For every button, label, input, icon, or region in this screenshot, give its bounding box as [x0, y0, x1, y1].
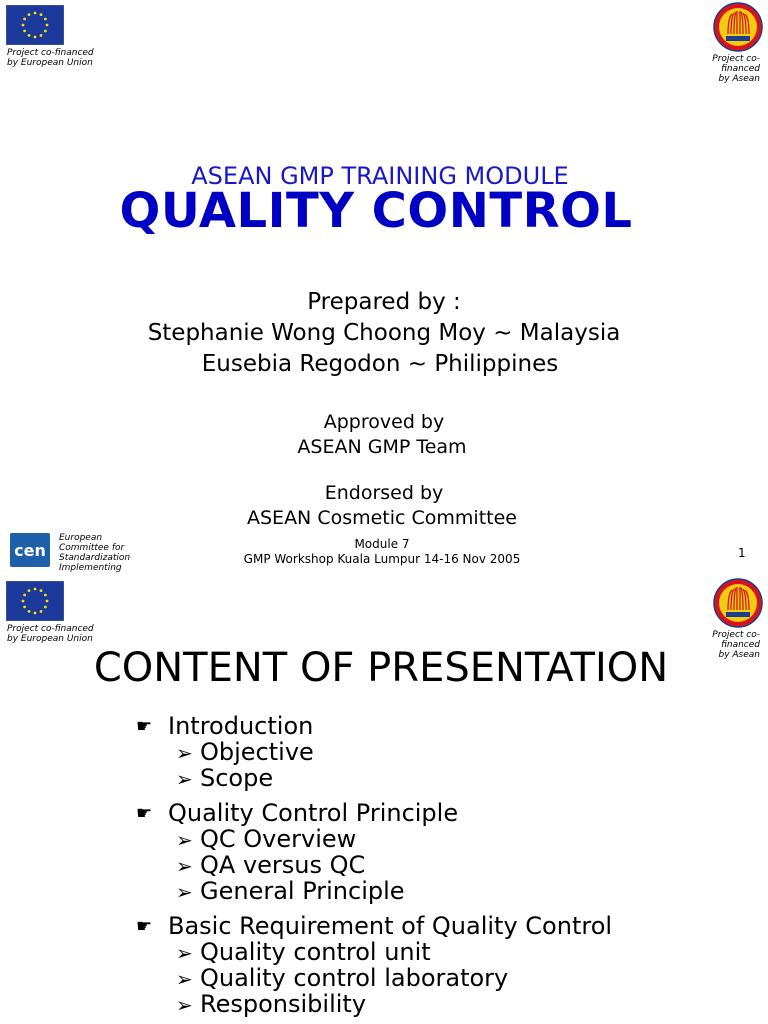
list-subitem — [176, 739, 314, 766]
subitem-label: Quality control laboratory — [200, 964, 509, 992]
footer-workshop: GMP Workshop Kuala Lumpur 14-16 Nov 2005 — [243, 552, 521, 566]
asean-caption-line: by Asean — [718, 74, 760, 84]
subitem-label: Responsibility — [200, 990, 367, 1018]
author-2: Eusebia Regodon ~ Philippines — [201, 351, 559, 377]
list-subitem — [176, 991, 366, 1018]
asean-logo-icon — [713, 578, 763, 628]
subitem-label: General Principle — [200, 877, 405, 905]
subitem-label: Quality control unit — [200, 938, 431, 966]
arrowhead-icon: ➢ — [176, 854, 193, 878]
subitem-label: QA versus QC — [200, 851, 366, 879]
endorser: ASEAN Cosmetic Committee — [247, 507, 517, 529]
asean-caption-line: Project co- — [712, 54, 760, 64]
slide-title: CONTENT OF PRESENTATION — [93, 645, 669, 691]
section-label: Quality Control Principle — [168, 799, 459, 827]
eu-flag-icon — [6, 581, 64, 621]
asean-caption-line: Project co- — [712, 630, 760, 640]
subitem-label: QC Overview — [200, 825, 357, 853]
arrowhead-icon: ➢ — [176, 828, 193, 852]
module-subtitle: ASEAN GMP TRAINING MODULE — [191, 162, 569, 190]
cen-caption-line: Implementing — [59, 563, 122, 573]
list-item — [136, 913, 612, 940]
arrowhead-icon: ➢ — [176, 767, 193, 791]
arrowhead-icon: ➢ — [176, 993, 193, 1017]
list-subitem — [176, 878, 405, 905]
eu-flag-icon — [6, 5, 64, 45]
section-label: Basic Requirement of Quality Control — [168, 912, 613, 940]
arrowhead-icon: ➢ — [176, 941, 193, 965]
section-label: Introduction — [168, 712, 314, 740]
list-subitem — [176, 826, 356, 853]
slide-title: QUALITY CONTROL — [119, 183, 633, 239]
author-1: Stephanie Wong Choong Moy ~ Malaysia — [147, 320, 621, 346]
asean-logo-icon — [713, 2, 763, 52]
slide-2 — [0, 576, 768, 1024]
list-subitem — [176, 765, 273, 792]
eu-caption-line: by European Union — [7, 58, 93, 68]
prepared-by-label: Prepared by : — [307, 289, 461, 315]
cen-caption-line: Committee for — [59, 543, 125, 553]
approver: ASEAN GMP Team — [297, 436, 467, 458]
page-number: 1 — [738, 546, 746, 560]
arrowhead-icon: ➢ — [176, 967, 193, 991]
list-item — [136, 800, 458, 827]
pointing-hand-icon: ☛ — [136, 916, 153, 937]
asean-caption-line: financed — [721, 640, 760, 650]
arrowhead-icon: ➢ — [176, 741, 193, 765]
footer-module: Module 7 — [354, 537, 410, 551]
eu-caption-line: Project co-financed — [7, 624, 94, 634]
subitem-label: Objective — [200, 738, 314, 766]
list-subitem — [176, 939, 431, 966]
list-subitem — [176, 965, 508, 992]
endorsed-by-label: Endorsed by — [324, 482, 444, 504]
asean-caption-line: financed — [721, 64, 760, 74]
eu-caption — [7, 624, 94, 644]
eu-caption-line: Project co-financed — [7, 48, 94, 58]
pointing-hand-icon: ☛ — [136, 803, 153, 824]
eu-caption-line: by European Union — [7, 634, 93, 644]
subitem-label: Scope — [200, 764, 274, 792]
asean-caption-line: by Asean — [718, 650, 760, 660]
list-subitem — [176, 852, 365, 879]
cen-caption-line: Standardization — [59, 553, 131, 563]
eu-caption — [7, 48, 94, 68]
approved-by-label: Approved by — [323, 411, 445, 433]
pointing-hand-icon: ☛ — [136, 716, 153, 737]
cen-logo-text: cen — [14, 541, 46, 560]
asean-caption — [700, 54, 760, 84]
arrowhead-icon: ➢ — [176, 880, 193, 904]
cen-caption-line: European — [59, 533, 103, 543]
list-item — [136, 713, 313, 740]
